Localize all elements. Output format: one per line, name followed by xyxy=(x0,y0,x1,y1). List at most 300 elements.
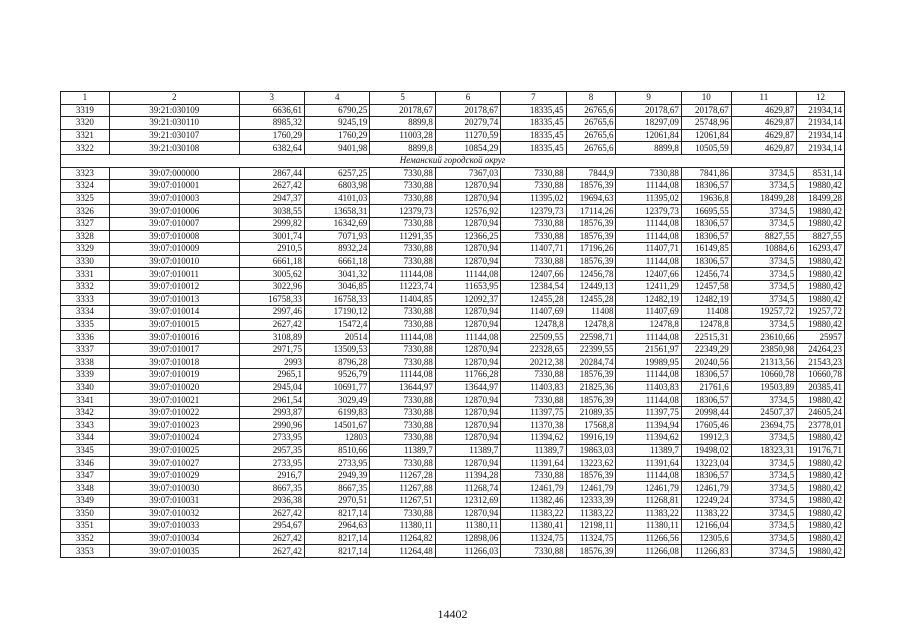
table-cell: 18576,39 xyxy=(566,469,616,482)
table-cell: 21934,14 xyxy=(797,104,845,117)
table-cell: 8667,35 xyxy=(305,482,370,495)
table-cell: 39:07:010025 xyxy=(109,444,239,457)
table-cell: 6803,98 xyxy=(305,180,370,193)
table-cell: 12166,04 xyxy=(681,520,731,533)
table-cell: 11403,83 xyxy=(616,381,681,394)
table-cell: 8827,55 xyxy=(731,230,796,243)
table-cell: 7330,88 xyxy=(370,394,435,407)
table-cell: 7841,86 xyxy=(681,167,731,180)
table-cell: 12092,37 xyxy=(435,293,500,306)
table-cell: 11264,48 xyxy=(370,545,435,558)
table-cell: 3340 xyxy=(61,381,110,394)
table-cell: 24605,24 xyxy=(797,406,845,419)
table-cell: 11267,51 xyxy=(370,495,435,508)
table-cell: 8510,66 xyxy=(305,444,370,457)
table-cell: 12456,78 xyxy=(566,268,616,281)
table-cell: 3734,5 xyxy=(731,457,796,470)
table-cell: 20178,67 xyxy=(681,104,731,117)
table-cell: 11144,08 xyxy=(616,180,681,193)
table-cell: 14501,67 xyxy=(305,419,370,432)
table-cell: 23778,01 xyxy=(797,419,845,432)
table-cell: 8217,14 xyxy=(305,507,370,520)
table-cell: 19257,72 xyxy=(797,306,845,319)
table-cell: 19636,8 xyxy=(681,192,731,205)
table-cell: 4629,87 xyxy=(731,129,796,142)
table-row xyxy=(61,343,845,356)
table-cell: 3350 xyxy=(61,507,110,520)
table-cell: 3336 xyxy=(61,331,110,344)
table-cell: 39:07:010029 xyxy=(109,469,239,482)
table-cell: 20385,41 xyxy=(797,381,845,394)
table-cell: 23694,75 xyxy=(731,419,796,432)
table-cell: 11266,56 xyxy=(616,532,681,545)
table-cell: 20284,74 xyxy=(566,356,616,369)
table-cell: 2993 xyxy=(239,356,304,369)
table-cell: 12898,06 xyxy=(435,532,500,545)
table-cell: 17190,12 xyxy=(305,306,370,319)
table-cell: 3335 xyxy=(61,318,110,331)
table-cell: 23850,98 xyxy=(731,343,796,356)
table-cell: 2627,42 xyxy=(239,545,304,558)
column-header: 3 xyxy=(239,92,304,105)
table-cell: 19880,42 xyxy=(797,545,845,558)
table-cell: 19880,42 xyxy=(797,293,845,306)
table-cell: 10854,29 xyxy=(435,142,500,155)
table-cell: 2971,75 xyxy=(239,343,304,356)
table-cell: 2949,39 xyxy=(305,469,370,482)
table-cell: 7330,88 xyxy=(501,180,566,193)
page-number: 14402 xyxy=(437,607,468,621)
table-cell: 8796,28 xyxy=(305,356,370,369)
table-cell: 11407,69 xyxy=(501,306,566,319)
table-cell: 16149,85 xyxy=(681,243,731,256)
table-row xyxy=(61,205,845,218)
table-cell: 10505,59 xyxy=(681,142,731,155)
table-row xyxy=(61,457,845,470)
table-cell: 16342,69 xyxy=(305,217,370,230)
table-cell: 6661,18 xyxy=(239,255,304,268)
table-cell: 7330,88 xyxy=(370,243,435,256)
table-cell: 21313,56 xyxy=(731,356,796,369)
table-cell: 9401,98 xyxy=(305,142,370,155)
table-cell: 12803 xyxy=(305,432,370,445)
table-row xyxy=(61,432,845,445)
table-cell: 19880,42 xyxy=(797,255,845,268)
table-cell: 12249,24 xyxy=(681,495,731,508)
table-cell: 26765,6 xyxy=(566,117,616,130)
table-cell: 8667,35 xyxy=(239,482,304,495)
table-cell: 39:07:010023 xyxy=(109,419,239,432)
table-cell: 2964,63 xyxy=(305,520,370,533)
table-cell: 3734,5 xyxy=(731,280,796,293)
table-cell: 3320 xyxy=(61,117,110,130)
table-cell: 4629,87 xyxy=(731,117,796,130)
table-cell: 12305,6 xyxy=(681,532,731,545)
table-cell: 13658,31 xyxy=(305,205,370,218)
table-cell: 12461,79 xyxy=(501,482,566,495)
table-cell: 11144,08 xyxy=(435,268,500,281)
table-cell: 19916,19 xyxy=(566,432,616,445)
table-cell: 3041,32 xyxy=(305,268,370,281)
table-cell: 11144,08 xyxy=(370,268,435,281)
table-cell: 9245,19 xyxy=(305,117,370,130)
table-cell: 7330,88 xyxy=(370,180,435,193)
section-title: Неманский городской округ xyxy=(61,154,845,167)
table-cell: 3734,5 xyxy=(731,394,796,407)
table-cell: 8217,14 xyxy=(305,532,370,545)
table-cell: 3734,5 xyxy=(731,482,796,495)
table-cell: 39:07:010017 xyxy=(109,343,239,356)
table-cell: 21561,97 xyxy=(616,343,681,356)
table-cell: 3349 xyxy=(61,495,110,508)
table-cell: 3734,5 xyxy=(731,318,796,331)
table-row xyxy=(61,495,845,508)
table-cell: 7330,88 xyxy=(501,545,566,558)
table-cell: 12870,94 xyxy=(435,432,500,445)
table-cell: 2997,46 xyxy=(239,306,304,319)
table-cell: 1760,29 xyxy=(305,129,370,142)
table-cell: 39:07:010030 xyxy=(109,482,239,495)
table-cell: 10660,78 xyxy=(797,369,845,382)
table-cell: 26765,6 xyxy=(566,104,616,117)
table-cell: 39:21:030110 xyxy=(109,117,239,130)
table-cell: 25957 xyxy=(797,331,845,344)
table-cell: 7330,88 xyxy=(501,217,566,230)
table-row xyxy=(61,520,845,533)
table-cell: 18306,57 xyxy=(681,369,731,382)
table-cell: 11391,64 xyxy=(501,457,566,470)
table-cell: 3330 xyxy=(61,255,110,268)
table-cell: 3353 xyxy=(61,545,110,558)
table-cell: 19880,42 xyxy=(797,205,845,218)
table-cell: 39:07:010014 xyxy=(109,306,239,319)
table-cell: 2910,5 xyxy=(239,243,304,256)
table-cell: 11270,59 xyxy=(435,129,500,142)
table-cell: 4629,87 xyxy=(731,104,796,117)
table-cell: 12870,94 xyxy=(435,507,500,520)
table-cell: 3346 xyxy=(61,457,110,470)
table-cell: 2947,37 xyxy=(239,192,304,205)
table-cell: 12379,73 xyxy=(616,205,681,218)
column-header: 8 xyxy=(566,92,616,105)
table-cell: 19989,95 xyxy=(616,356,681,369)
table-cell: 3333 xyxy=(61,293,110,306)
table-cell: 3108,89 xyxy=(239,331,304,344)
table-cell: 19880,42 xyxy=(797,457,845,470)
table-row xyxy=(61,217,845,230)
table-cell: 7330,88 xyxy=(501,394,566,407)
table-cell: 11380,41 xyxy=(501,520,566,533)
table-cell: 11394,94 xyxy=(616,419,681,432)
table-cell: 11407,71 xyxy=(616,243,681,256)
table-cell: 39:07:010019 xyxy=(109,369,239,382)
table-cell: 11389,7 xyxy=(435,444,500,457)
table-row xyxy=(61,469,845,482)
table-cell: 19880,42 xyxy=(797,280,845,293)
table-cell: 3319 xyxy=(61,104,110,117)
table-cell: 11394,62 xyxy=(501,432,566,445)
table-cell: 12870,94 xyxy=(435,243,500,256)
table-cell: 3734,5 xyxy=(731,532,796,545)
table-cell: 2627,42 xyxy=(239,532,304,545)
table-cell: 7071,93 xyxy=(305,230,370,243)
table-cell: 24507,37 xyxy=(731,406,796,419)
table-cell: 12461,79 xyxy=(681,482,731,495)
table-cell: 39:07:010007 xyxy=(109,217,239,230)
table-cell: 2916,7 xyxy=(239,469,304,482)
column-header: 12 xyxy=(797,92,845,105)
table-cell: 11394,62 xyxy=(616,432,681,445)
table-cell: 3343 xyxy=(61,419,110,432)
table-cell: 11766,28 xyxy=(435,369,500,382)
table-cell: 3327 xyxy=(61,217,110,230)
table-cell: 39:07:010012 xyxy=(109,280,239,293)
table-cell: 20178,67 xyxy=(616,104,681,117)
table-cell: 19694,63 xyxy=(566,192,616,205)
table-cell: 8217,14 xyxy=(305,545,370,558)
table-cell: 8985,32 xyxy=(239,117,304,130)
table-cell: 7330,88 xyxy=(370,432,435,445)
table-row xyxy=(61,532,845,545)
table-cell: 3338 xyxy=(61,356,110,369)
table-cell: 3734,5 xyxy=(731,255,796,268)
table-row xyxy=(61,381,845,394)
table-cell: 7330,88 xyxy=(501,469,566,482)
table-cell: 21934,14 xyxy=(797,117,845,130)
table-row xyxy=(61,356,845,369)
table-cell: 12870,94 xyxy=(435,180,500,193)
table-cell: 19880,42 xyxy=(797,520,845,533)
table-cell: 2993,87 xyxy=(239,406,304,419)
table-cell: 39:07:010031 xyxy=(109,495,239,508)
table-cell: 22328,65 xyxy=(501,343,566,356)
table-cell: 4101,03 xyxy=(305,192,370,205)
table-cell: 20178,67 xyxy=(370,104,435,117)
table-cell: 3038,55 xyxy=(239,205,304,218)
table-cell: 12478,8 xyxy=(616,318,681,331)
table-cell: 3734,5 xyxy=(731,167,796,180)
table-cell: 7330,88 xyxy=(370,255,435,268)
table-cell: 19880,42 xyxy=(797,495,845,508)
table-row xyxy=(61,293,845,306)
table-cell: 11268,74 xyxy=(435,482,500,495)
table-cell: 7330,88 xyxy=(370,167,435,180)
table-cell: 11382,46 xyxy=(501,495,566,508)
table-cell: 3001,74 xyxy=(239,230,304,243)
table-cell: 39:21:030109 xyxy=(109,104,239,117)
table-cell: 12366,25 xyxy=(435,230,500,243)
table-cell: 25748,96 xyxy=(681,117,731,130)
table-cell: 39:07:010027 xyxy=(109,457,239,470)
table-cell: 11380,11 xyxy=(616,520,681,533)
table-cell: 18576,39 xyxy=(566,369,616,382)
table-row xyxy=(61,482,845,495)
table-cell: 18306,57 xyxy=(681,394,731,407)
table-cell: 8899,8 xyxy=(616,142,681,155)
table-cell: 22349,29 xyxy=(681,343,731,356)
table-cell: 11395,02 xyxy=(616,192,681,205)
table-cell: 2945,04 xyxy=(239,381,304,394)
table-cell: 19176,71 xyxy=(797,444,845,457)
table-cell: 18306,57 xyxy=(681,180,731,193)
table-cell: 8827,55 xyxy=(797,230,845,243)
table-cell: 39:07:000000 xyxy=(109,167,239,180)
table-row xyxy=(61,117,845,130)
table-cell: 12870,94 xyxy=(435,406,500,419)
table-cell: 9526,79 xyxy=(305,369,370,382)
table-cell: 11144,08 xyxy=(616,217,681,230)
table-cell: 11324,75 xyxy=(501,532,566,545)
table-cell: 21934,14 xyxy=(797,129,845,142)
table-cell: 12061,84 xyxy=(616,129,681,142)
table-cell: 11380,11 xyxy=(370,520,435,533)
table-row xyxy=(61,142,845,155)
table-cell: 18335,45 xyxy=(501,117,566,130)
table-row xyxy=(61,255,845,268)
table-cell: 6382,64 xyxy=(239,142,304,155)
table-cell: 7330,88 xyxy=(370,343,435,356)
table-cell: 12482,19 xyxy=(616,293,681,306)
table-cell: 12198,11 xyxy=(566,520,616,533)
table-cell: 16758,33 xyxy=(305,293,370,306)
table-cell: 11267,28 xyxy=(370,469,435,482)
table-row xyxy=(61,180,845,193)
table-cell: 3341 xyxy=(61,394,110,407)
table-cell: 12456,74 xyxy=(681,268,731,281)
table-row xyxy=(61,545,845,558)
table-cell: 19880,42 xyxy=(797,432,845,445)
column-header: 4 xyxy=(305,92,370,105)
table-cell: 2957,35 xyxy=(239,444,304,457)
table-cell: 3734,5 xyxy=(731,495,796,508)
table-cell: 3324 xyxy=(61,180,110,193)
table-cell: 2936,38 xyxy=(239,495,304,508)
table-row xyxy=(61,230,845,243)
table-cell: 12061,84 xyxy=(681,129,731,142)
table-cell: 11144,08 xyxy=(616,255,681,268)
table-cell: 19880,42 xyxy=(797,180,845,193)
table-cell: 3351 xyxy=(61,520,110,533)
table-cell: 39:07:010021 xyxy=(109,394,239,407)
table-cell: 19880,42 xyxy=(797,268,845,281)
section-row xyxy=(61,154,845,167)
table-cell: 3734,5 xyxy=(731,217,796,230)
table-cell: 11267,88 xyxy=(370,482,435,495)
table-cell: 16695,55 xyxy=(681,205,731,218)
table-cell: 19880,42 xyxy=(797,217,845,230)
table-cell: 11408 xyxy=(566,306,616,319)
header-row xyxy=(61,92,845,105)
table-cell: 18335,45 xyxy=(501,142,566,155)
table-cell: 39:07:010033 xyxy=(109,520,239,533)
table-cell: 21825,36 xyxy=(566,381,616,394)
table-cell: 3046,85 xyxy=(305,280,370,293)
table-cell: 11383,22 xyxy=(566,507,616,520)
table-cell: 12461,79 xyxy=(616,482,681,495)
table-cell: 39:07:010016 xyxy=(109,331,239,344)
table-cell: 12478,8 xyxy=(681,318,731,331)
table-cell: 18306,57 xyxy=(681,255,731,268)
table-cell: 3352 xyxy=(61,532,110,545)
table-cell: 12455,28 xyxy=(566,293,616,306)
table-cell: 1760,29 xyxy=(239,129,304,142)
table-cell: 19880,42 xyxy=(797,318,845,331)
column-header: 10 xyxy=(681,92,731,105)
table-cell: 18576,39 xyxy=(566,255,616,268)
table-cell: 39:07:010011 xyxy=(109,268,239,281)
table-cell: 39:07:010032 xyxy=(109,507,239,520)
table-cell: 2733,95 xyxy=(239,457,304,470)
table-cell: 3734,5 xyxy=(731,469,796,482)
table-cell: 39:07:010003 xyxy=(109,192,239,205)
table-cell: 18297,09 xyxy=(616,117,681,130)
table-cell: 11266,08 xyxy=(616,545,681,558)
table-cell: 16293,47 xyxy=(797,243,845,256)
table-cell: 20240,56 xyxy=(681,356,731,369)
table-cell: 23610,66 xyxy=(731,331,796,344)
table-cell: 7844,9 xyxy=(566,167,616,180)
table-cell: 11370,38 xyxy=(501,419,566,432)
table-cell: 39:07:010013 xyxy=(109,293,239,306)
table-cell: 6636,61 xyxy=(239,104,304,117)
table-cell: 7330,88 xyxy=(501,167,566,180)
table-cell: 2970,51 xyxy=(305,495,370,508)
table-row xyxy=(61,129,845,142)
table-cell: 19257,72 xyxy=(731,306,796,319)
table-row xyxy=(61,268,845,281)
table-cell: 12478,8 xyxy=(566,318,616,331)
table-cell: 12870,94 xyxy=(435,419,500,432)
table-cell: 2965,1 xyxy=(239,369,304,382)
table-cell: 12870,94 xyxy=(435,306,500,319)
table-cell: 21934,14 xyxy=(797,142,845,155)
table-cell: 6199,83 xyxy=(305,406,370,419)
table-cell: 7330,88 xyxy=(370,507,435,520)
table-cell: 19498,02 xyxy=(681,444,731,457)
column-header: 2 xyxy=(109,92,239,105)
table-cell: 3329 xyxy=(61,243,110,256)
table-row xyxy=(61,104,845,117)
table-row xyxy=(61,192,845,205)
table-cell: 4629,87 xyxy=(731,142,796,155)
table-cell: 12870,94 xyxy=(435,356,500,369)
table-cell: 39:07:010008 xyxy=(109,230,239,243)
table-cell: 2990,96 xyxy=(239,419,304,432)
table-cell: 3734,5 xyxy=(731,205,796,218)
table-cell: 20998,44 xyxy=(681,406,731,419)
table-cell: 18335,45 xyxy=(501,104,566,117)
table-cell: 12411,29 xyxy=(616,280,681,293)
table-cell: 26765,6 xyxy=(566,129,616,142)
table-row xyxy=(61,306,845,319)
table-row xyxy=(61,507,845,520)
table-cell: 39:07:010006 xyxy=(109,205,239,218)
table-cell: 7330,88 xyxy=(370,419,435,432)
table-cell: 3332 xyxy=(61,280,110,293)
table-cell: 39:07:010034 xyxy=(109,532,239,545)
table-row xyxy=(61,369,845,382)
column-header: 7 xyxy=(501,92,566,105)
table-cell: 7330,88 xyxy=(370,457,435,470)
data-table xyxy=(60,91,845,558)
table-cell: 16758,33 xyxy=(239,293,304,306)
table-cell: 13223,04 xyxy=(681,457,731,470)
table-cell: 7330,88 xyxy=(370,406,435,419)
table-cell: 11383,22 xyxy=(681,507,731,520)
table-cell: 6661,18 xyxy=(305,255,370,268)
table-cell: 11144,08 xyxy=(370,331,435,344)
table-cell: 12870,94 xyxy=(435,457,500,470)
